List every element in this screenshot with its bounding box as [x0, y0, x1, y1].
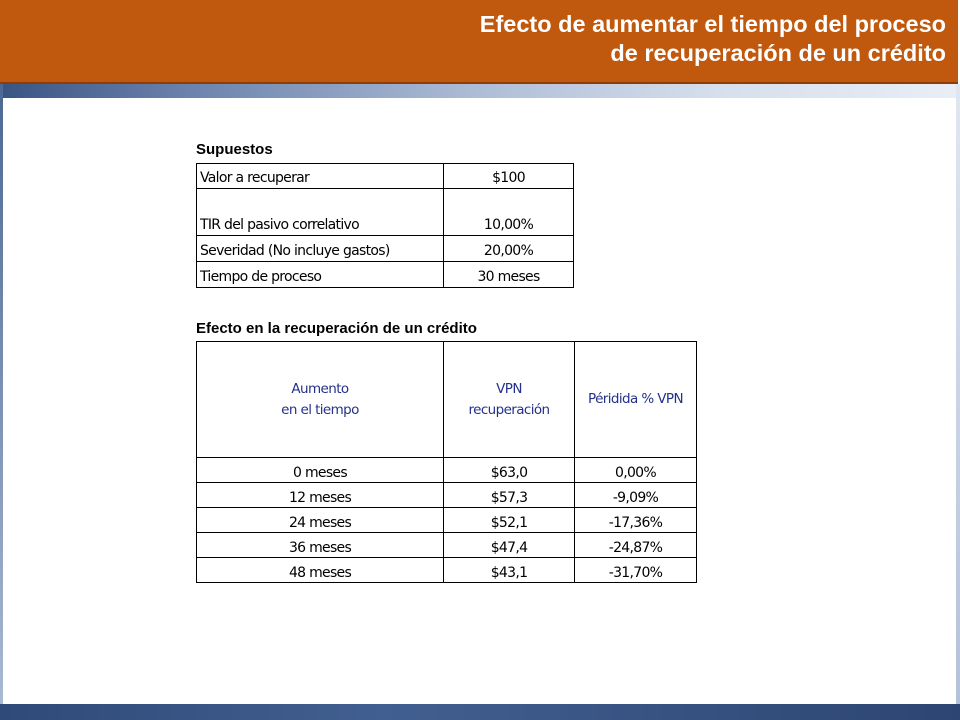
assumptions-heading: Supuestos	[196, 141, 273, 158]
decorative-band-top	[0, 84, 960, 98]
effect-heading: Efecto en la recuperación de un crédito	[196, 320, 477, 337]
assumption-label: TIR del pasivo correlativo	[197, 189, 444, 236]
slide-title-line-2: de recuperación de un crédito	[610, 40, 946, 66]
table-row	[197, 483, 697, 508]
assumption-value: 10,00%	[444, 189, 574, 236]
table-row	[197, 508, 697, 533]
assumption-label: Tiempo de proceso	[197, 262, 444, 288]
cell-loss: -17,36%	[575, 508, 697, 533]
header-time-increase-line-1: Aumento	[291, 380, 349, 397]
table-row	[197, 236, 574, 262]
header-time-increase-line-2: en el tiempo	[281, 401, 359, 418]
header-vpn-line-2: recuperación	[468, 401, 550, 418]
table-row	[197, 458, 697, 483]
decorative-band-bottom	[0, 704, 960, 720]
cell-months: 12 meses	[197, 483, 444, 508]
header-time-increase	[197, 342, 444, 458]
header-vpn-recovery	[444, 342, 575, 458]
cell-vpn: $52,1	[444, 508, 575, 533]
assumption-value: 20,00%	[444, 236, 574, 262]
table-row	[197, 533, 697, 558]
cell-loss: -9,09%	[575, 483, 697, 508]
header-vpn-line-1: VPN	[496, 380, 522, 397]
cell-vpn: $47,4	[444, 533, 575, 558]
cell-months: 48 meses	[197, 558, 444, 583]
cell-vpn: $63,0	[444, 458, 575, 483]
assumption-label: Valor a recuperar	[197, 164, 444, 189]
cell-vpn: $43,1	[444, 558, 575, 583]
cell-months: 24 meses	[197, 508, 444, 533]
table-row	[197, 189, 574, 236]
cell-months: 36 meses	[197, 533, 444, 558]
assumptions-table	[196, 163, 574, 288]
table-row	[197, 558, 697, 583]
cell-months: 0 meses	[197, 458, 444, 483]
header-loss-percent: Péridida % VPN	[575, 342, 697, 458]
assumption-value: $100	[444, 164, 574, 189]
decorative-frame-left	[0, 84, 3, 706]
table-row	[197, 262, 574, 288]
table-header-row	[197, 342, 697, 458]
cell-loss: -31,70%	[575, 558, 697, 583]
assumption-value: 30 meses	[444, 262, 574, 288]
effect-table	[196, 341, 697, 583]
table-row	[197, 164, 574, 189]
title-banner	[0, 0, 958, 84]
slide-title	[480, 10, 946, 68]
slide-title-line-1: Efecto de aumentar el tiempo del proceso	[479, 11, 946, 37]
assumption-label: Severidad (No incluye gastos)	[197, 236, 444, 262]
cell-vpn: $57,3	[444, 483, 575, 508]
cell-loss: 0,00%	[575, 458, 697, 483]
cell-loss: -24,87%	[575, 533, 697, 558]
decorative-frame-right	[956, 84, 960, 706]
